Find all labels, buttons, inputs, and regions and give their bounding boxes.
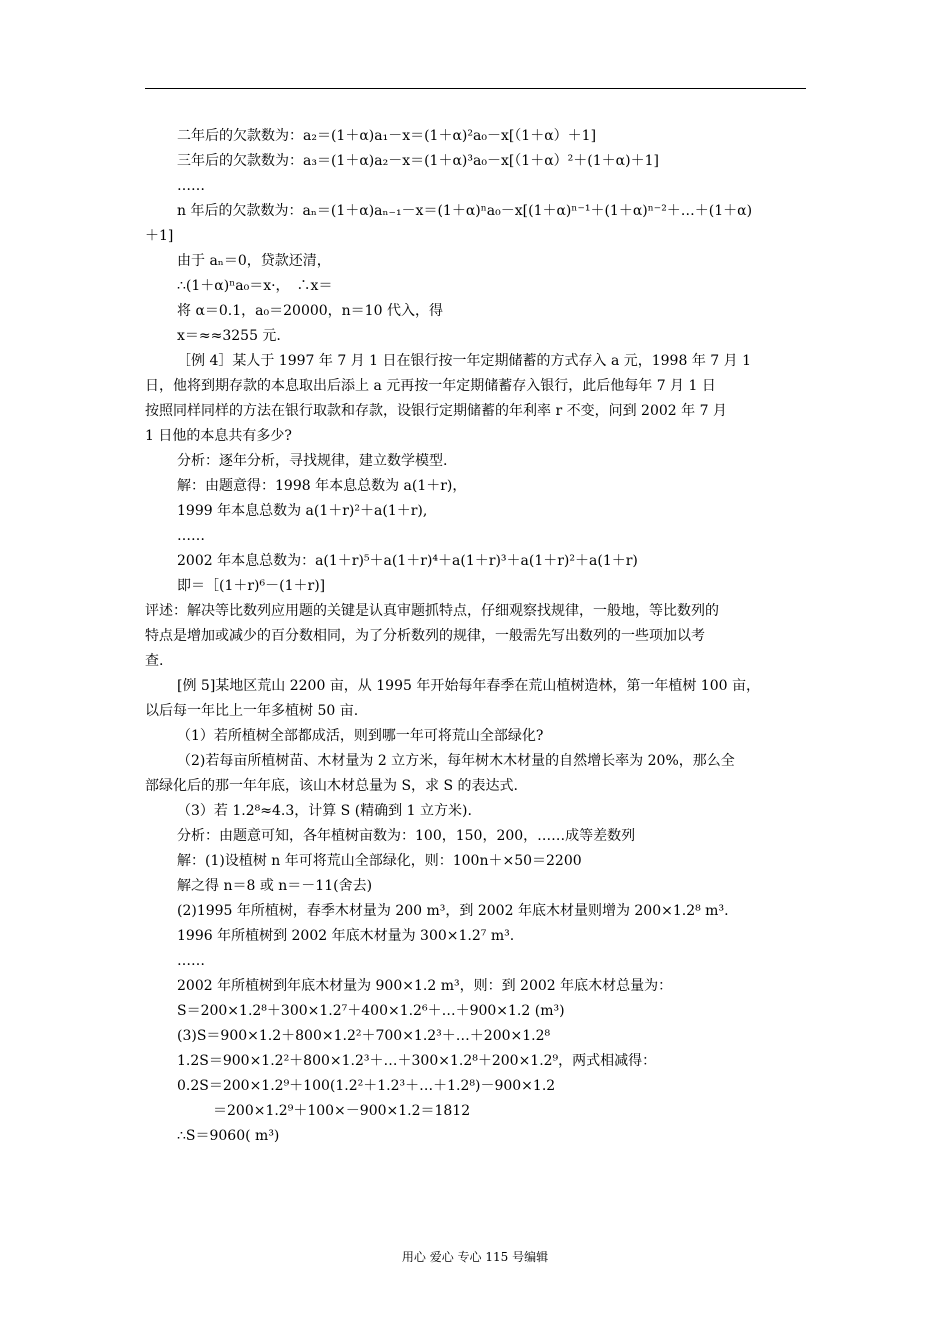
text-line: 2002 年本息总数为：a(1＋r)⁵＋a(1＋r)⁴＋a(1＋r)³＋a(1＋r)²＋a(1＋r) xyxy=(177,553,638,569)
text-line: …… xyxy=(177,953,205,969)
text-line: 1996 年所植树到 2002 年底木材量为 300×1.2⁷ m³. xyxy=(177,928,515,944)
text-line: ［例 4］某人于 1997 年 7 月 1 日在银行按一年定期储蓄的方式存入 a 元，1998 年 7 月 1 xyxy=(177,353,751,369)
text-line: (3)S＝900×1.2＋800×1.2²＋700×1.2³＋…＋200×1.2⁸ xyxy=(177,1028,551,1044)
text-line: 分析：逐年分析，寻找规律，建立数学模型. xyxy=(177,453,448,469)
text-line: 三年后的欠款数为：a₃＝(1＋α)a₂－x＝(1＋α)³a₀－x[（1＋α）²＋(1＋α)＋1] xyxy=(177,153,659,169)
text-line: （2)若每亩所植树苗、木材量为 2 立方米，每年树木木材量的自然增长率为 20%，那么全 xyxy=(177,753,735,769)
text-line: 1999 年本息总数为 a(1＋r)²＋a(1＋r), xyxy=(177,503,428,519)
text-line: 由于 aₙ＝0，贷款还清， xyxy=(177,253,331,269)
text-line: n 年后的欠款数为：aₙ＝(1＋α)aₙ₋₁－x＝(1＋α)ⁿa₀－x[(1＋α)ⁿ⁻¹＋(1＋α)ⁿ⁻²＋…＋(1＋α) xyxy=(177,203,753,219)
text-line: 以后每一年比上一年多植树 50 亩. xyxy=(145,703,359,719)
text-line: (2)1995 年所植树，春季木材量为 200 m³，到 2002 年底木材量则增为 200×1.2⁸ m³. xyxy=(177,903,729,919)
text-line: S＝200×1.2⁸＋300×1.2⁷＋400×1.2⁶＋…＋900×1.2 (m³) xyxy=(177,1003,565,1019)
text-line: 日，他将到期存款的本息取出后添上 a 元再按一年定期储蓄存入银行，此后他每年 7 月 1 日 xyxy=(145,378,716,394)
text-line: ∴(1＋α)ⁿa₀＝x·， ∴x＝ xyxy=(177,278,333,294)
text-line: 查. xyxy=(145,653,164,669)
text-line: 评述：解决等比数列应用题的关键是认真审题抓特点，仔细观察找规律，一般地，等比数列的 xyxy=(145,603,719,619)
text-line: （3）若 1.2⁸≈4.3，计算 S (精确到 1 立方米). xyxy=(177,803,472,819)
text-line: 将 α＝0.1，a₀＝20000，n＝10 代入，得 xyxy=(177,303,443,319)
text-line: …… xyxy=(177,178,205,194)
page-footer: 用心 爱心 专心 115 号编辑 xyxy=(401,1250,549,1264)
text-line: 即＝［(1＋r)⁶－(1＋r)] xyxy=(177,578,326,594)
text-line: 2002 年所植树到年底木材量为 900×1.2 m³，则：到 2002 年底木材总量为： xyxy=(177,978,673,994)
text-line: 1.2S＝900×1.2²＋800×1.2³＋…＋300×1.2⁸＋200×1.2⁹，两式相减得： xyxy=(177,1053,657,1069)
text-line: 解：(1)设植树 n 年可将荒山全部绿化，则：100n＋×50＝2200 xyxy=(177,853,582,869)
text-line: 按照同样同样的方法在银行取款和存款，设银行定期储蓄的年利率 r 不变，问到 2002 年 7 月 xyxy=(145,403,727,419)
text-line: 解之得 n＝8 或 n＝－11(舍去) xyxy=(177,878,373,894)
text-line: ∴S＝9060( m³) xyxy=(177,1128,280,1144)
text-line: …… xyxy=(177,528,205,544)
text-line: 0.2S＝200×1.2⁹＋100(1.2²＋1.2³＋…＋1.2⁸)－900×1.2 xyxy=(177,1078,556,1094)
text-line: 分析：由题意可知，各年植树亩数为：100，150，200，……成等差数列 xyxy=(177,828,636,844)
text-line: ＝200×1.2⁹＋100×－900×1.2＝1812 xyxy=(213,1103,471,1119)
header-rule xyxy=(145,88,806,89)
text-line: ＋1] xyxy=(145,228,174,244)
text-line: 特点是增加或减少的百分数相同，为了分析数列的规律，一般需先写出数列的一些项加以考 xyxy=(145,628,705,644)
text-line: x＝≈≈3255 元. xyxy=(177,328,281,344)
text-line: [例 5]某地区荒山 2200 亩，从 1995 年开始每年春季在荒山植树造林，第一年植树 100 亩， xyxy=(177,678,760,694)
text-line: 1 日他的本息共有多少? xyxy=(145,428,292,444)
text-line: 部绿化后的那一年年底，该山木材总量为 S，求 S 的表达式. xyxy=(145,778,518,794)
text-line: （1）若所植树全部都成活，则到哪一年可将荒山全部绿化? xyxy=(177,728,544,744)
text-line: 二年后的欠款数为：a₂＝(1＋α)a₁－x＝(1＋α)²a₀－x[（1＋α）＋1] xyxy=(177,128,597,144)
text-line: 解：由题意得：1998 年本息总数为 a(1＋r)， xyxy=(177,478,467,494)
